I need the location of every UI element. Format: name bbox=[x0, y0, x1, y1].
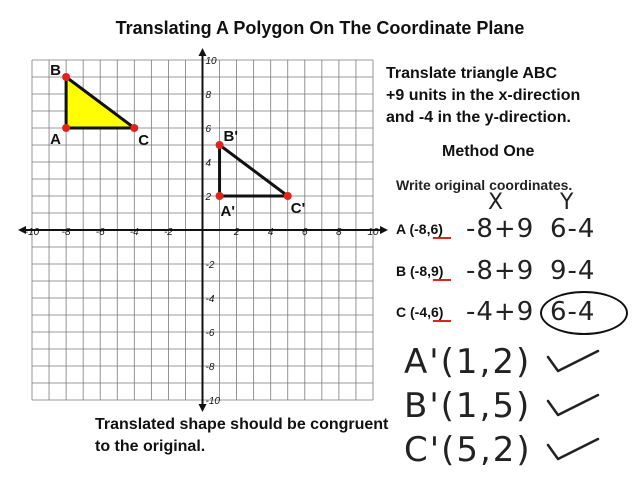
y-column-header: Y bbox=[560, 190, 575, 215]
instructions bbox=[386, 63, 636, 129]
vertex-label: A bbox=[50, 131, 61, 148]
x-expr-b: -8+9 bbox=[466, 256, 535, 286]
x-tick-label: 8 bbox=[336, 227, 342, 238]
x-tick-label: -2 bbox=[163, 227, 173, 238]
x-tick-label: -6 bbox=[95, 227, 105, 238]
vertex-label: B bbox=[50, 62, 61, 79]
row-label-b: B (-8,9) bbox=[396, 263, 444, 279]
checkmarks bbox=[548, 351, 598, 459]
underline-c bbox=[433, 320, 451, 322]
x-tick-label: 2 bbox=[233, 227, 240, 238]
page-title: Translating A Polygon On The Coordinate Plane bbox=[115, 18, 525, 38]
y-tick-label: 2 bbox=[205, 192, 212, 203]
result-a-name: A' bbox=[404, 342, 441, 382]
y-axis-arrow-up bbox=[199, 48, 207, 56]
method-label: Method One bbox=[442, 143, 535, 160]
y-expr-c: 6-4 bbox=[550, 297, 596, 327]
vertex-point bbox=[130, 124, 138, 132]
y-tick-label: -2 bbox=[205, 260, 215, 271]
y-expr-b: 9-4 bbox=[550, 256, 596, 286]
vertex-label: B' bbox=[223, 128, 238, 145]
y-tick-label: -10 bbox=[205, 396, 220, 407]
y-expr-a: 6-4 bbox=[550, 214, 596, 244]
x-tick-label: 4 bbox=[267, 227, 274, 238]
result-a-coords: (1,2) bbox=[440, 342, 532, 382]
footer-note: Translated shape should be congruent to the original. bbox=[95, 416, 389, 455]
vertex-point bbox=[216, 192, 224, 200]
result-b-name: B' bbox=[404, 386, 441, 426]
row-label-a: A (-8,6) bbox=[396, 221, 443, 237]
instruction-line-1: Translate triangle ABC bbox=[386, 65, 558, 82]
instruction-line-2: +9 units in the x-direction bbox=[386, 87, 581, 104]
y-tick-label: 8 bbox=[205, 90, 212, 101]
x-column-header: X bbox=[488, 190, 505, 215]
underline-a bbox=[433, 237, 451, 239]
x-expr-c: -4+9 bbox=[466, 297, 535, 327]
vertex-point bbox=[62, 73, 70, 81]
x-tick-label: 6 bbox=[302, 227, 308, 238]
y-tick-label: -4 bbox=[205, 294, 215, 305]
write-label: Write original coordinates. bbox=[396, 177, 573, 193]
y-tick-label: -6 bbox=[205, 328, 215, 339]
result-c-name: C' bbox=[404, 430, 442, 470]
x-tick-label: -4 bbox=[129, 227, 139, 238]
result-c-coords: (5,2) bbox=[441, 430, 532, 470]
y-tick-label: 4 bbox=[205, 158, 212, 169]
checkmark-icon bbox=[548, 439, 598, 459]
vertex-label: C' bbox=[290, 200, 306, 217]
x-tick-label: -10 bbox=[24, 227, 40, 238]
y-tick-label: -8 bbox=[205, 362, 215, 373]
result-c bbox=[404, 430, 532, 470]
vertex-point bbox=[216, 141, 224, 149]
vertex-label: A' bbox=[220, 203, 235, 220]
result-b-coords: (1,5) bbox=[440, 386, 532, 426]
result-a bbox=[404, 342, 531, 382]
x-tick-label: 10 bbox=[367, 227, 379, 238]
checkmark-icon bbox=[548, 395, 598, 415]
x-expr-a: -8+9 bbox=[466, 214, 535, 244]
vertex-point bbox=[62, 124, 70, 132]
y-tick-label: 6 bbox=[205, 124, 212, 135]
x-tick-label: -8 bbox=[61, 227, 71, 238]
vertex-label: C bbox=[138, 132, 150, 149]
result-b bbox=[404, 386, 531, 426]
checkmark-icon bbox=[548, 351, 598, 371]
x-axis-arrow-right bbox=[380, 226, 388, 234]
y-tick-label: 10 bbox=[205, 56, 217, 67]
row-label-c: C (-4,6) bbox=[396, 304, 444, 320]
underline-b bbox=[433, 279, 451, 281]
instruction-line-3: and -4 in the y-direction. bbox=[386, 109, 571, 126]
vertex-point bbox=[284, 192, 292, 200]
